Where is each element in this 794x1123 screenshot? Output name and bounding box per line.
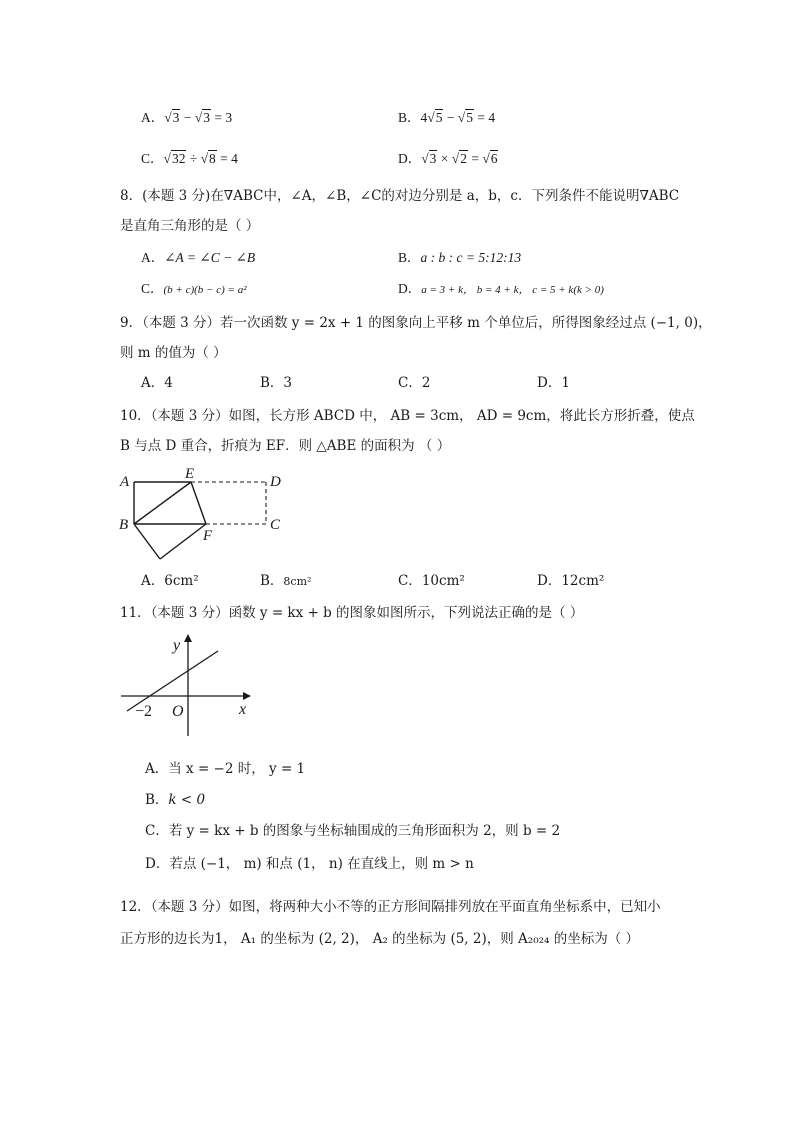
option-label: D． (398, 281, 422, 296)
question-score: (本题 3 分) (142, 188, 211, 204)
question-number: 8． (120, 188, 143, 204)
option-expression: a = 3 + k， b = 4 + k， c = 5 + k(k > 0) (421, 284, 604, 296)
function-line (127, 651, 218, 711)
option-label: C． (398, 375, 422, 391)
option-expression: √32 ÷ √8 = 4 (163, 151, 238, 166)
q10-folded-rectangle-figure (115, 465, 295, 565)
x-axis-arrow (243, 692, 251, 700)
q9-option-b (260, 373, 292, 393)
option-expression: 4√5 − √5 = 4 (420, 110, 496, 125)
option-label: D． (537, 375, 562, 391)
option-value: 1 (561, 375, 570, 391)
option-text: k < 0 (168, 792, 206, 808)
q7-option-a (141, 108, 232, 128)
point-label-a: A (120, 474, 130, 490)
option-label: A． (141, 250, 165, 265)
option-label: A． (141, 110, 165, 125)
question-text: 如图，将两种大小不等的正方形间隔排列放在平面直角坐标系中，已知小 (228, 899, 661, 915)
question-number: 12． (120, 899, 151, 915)
option-expression: √3 × √2 = √6 (421, 151, 498, 166)
option-label: A． (145, 761, 169, 777)
option-value: 12cm² (561, 573, 605, 589)
q10-option-a (141, 571, 199, 591)
option-value: 8cm² (283, 575, 312, 588)
question-text: 若一次函数 y = 2x + 1 的图象向上平移 m 个单位后，所得图象经过点 (−1, 0)， (220, 315, 712, 331)
option-value: 4 (164, 375, 173, 391)
question-number: 10． (120, 408, 151, 424)
option-value: 2 (421, 375, 431, 391)
edge-ef (191, 482, 206, 524)
q12-stem-line1 (120, 897, 661, 917)
q9-option-c (398, 373, 430, 393)
q8-option-b (398, 248, 521, 268)
option-expression: ∠A = ∠C − ∠B (164, 250, 256, 265)
option-label: B． (260, 375, 284, 391)
option-label: C． (141, 281, 164, 296)
question-score: （本题 3 分） (142, 315, 221, 331)
point-label-b: B (119, 517, 129, 533)
q8-stem-line1 (120, 186, 679, 206)
option-label: D． (537, 573, 562, 589)
q8-stem-line2: 是直角三角形的是（ ） (120, 218, 260, 234)
x-intercept-label: −2 (135, 703, 153, 720)
option-value: 10cm² (421, 573, 465, 589)
q9-option-a (141, 373, 173, 393)
origin-label: O (172, 703, 184, 720)
option-value: 6cm² (164, 573, 199, 589)
x-axis-label: x (239, 701, 247, 718)
q8-option-a (141, 248, 255, 268)
q11-linear-graph-figure (115, 632, 265, 742)
option-label: D． (398, 151, 422, 166)
question-score: （本题 3 分） (150, 899, 229, 915)
folded-edge-b-g (134, 524, 160, 559)
option-label: A． (141, 375, 165, 391)
q7-option-b (398, 108, 495, 128)
crease-be (134, 482, 191, 524)
q11-option-b (145, 790, 205, 810)
q10-option-c (398, 571, 465, 591)
q9-stem-line1 (120, 313, 712, 333)
q7-option-c (141, 149, 238, 169)
folded-edge-g-f (160, 524, 206, 559)
q9-option-d (537, 373, 570, 393)
option-label: B． (398, 110, 421, 125)
option-label: B． (398, 250, 421, 265)
question-text: 函数 y = kx + b 的图象如图所示，下列说法正确的是（ ） (228, 605, 584, 621)
question-score: （本题 3 分） (150, 408, 229, 424)
question-number: 9． (120, 315, 143, 331)
question-text: 在∇ABC中，∠A，∠B，∠C的对边分别是 a，b，c．下列条件不能说明∇ABC (210, 188, 680, 204)
point-label-c: C (270, 517, 281, 533)
q11-stem (120, 603, 583, 623)
q11-option-a (145, 759, 305, 779)
option-value: 3 (283, 375, 293, 391)
question-number: 11． (120, 605, 151, 621)
option-label: C． (145, 823, 169, 839)
point-label-e: E (185, 466, 195, 482)
q9-stem-line2: 则 m 的值为（ ） (120, 345, 227, 361)
option-label: D． (145, 856, 170, 872)
option-expression: (b + c)(b − c) = a² (163, 284, 247, 296)
point-label-f: F (203, 528, 213, 544)
option-label: C． (398, 573, 422, 589)
q8-option-c (141, 279, 247, 300)
q10-option-d (537, 571, 604, 591)
q10-stem-line2: B 与点 D 重合，折痕为 EF．则 △ABE 的面积为 （ ） (120, 438, 451, 454)
q11-option-c (145, 821, 560, 841)
point-label-d: D (270, 474, 281, 490)
option-expression: a : b : c = 5:12:13 (420, 250, 522, 265)
question-text: 如图，长方形 ABCD 中， AB = 3cm， AD = 9cm，将此长方形折叠，使点 (228, 408, 695, 424)
option-label: C． (141, 151, 164, 166)
q10-option-b (260, 571, 311, 592)
q8-option-d (398, 279, 604, 300)
option-label: B． (260, 573, 284, 589)
option-text: 若点 (−1， m) 和点 (1， n) 在直线上，则 m > n (169, 856, 474, 872)
q10-stem-line1 (120, 406, 695, 426)
q11-option-d (145, 854, 474, 874)
q7-option-d (398, 149, 498, 169)
option-text: 若 y = kx + b 的图象与坐标轴围成的三角形面积为 2，则 b = 2 (168, 823, 561, 839)
q12-stem-line2: 正方形的边长为1， A₁ 的坐标为 (2, 2)， A₂ 的坐标为 (5, 2)，则 A₂₀₂₄ 的坐标为（ ） (120, 931, 640, 947)
option-text: 当 x = −2 时， y = 1 (168, 761, 306, 777)
option-expression: √3 − √3 = 3 (164, 110, 233, 125)
y-axis-label: y (173, 637, 181, 654)
y-axis-arrow (184, 634, 192, 642)
option-label: B． (145, 792, 169, 808)
option-label: A． (141, 573, 165, 589)
question-score: （本题 3 分） (150, 605, 229, 621)
